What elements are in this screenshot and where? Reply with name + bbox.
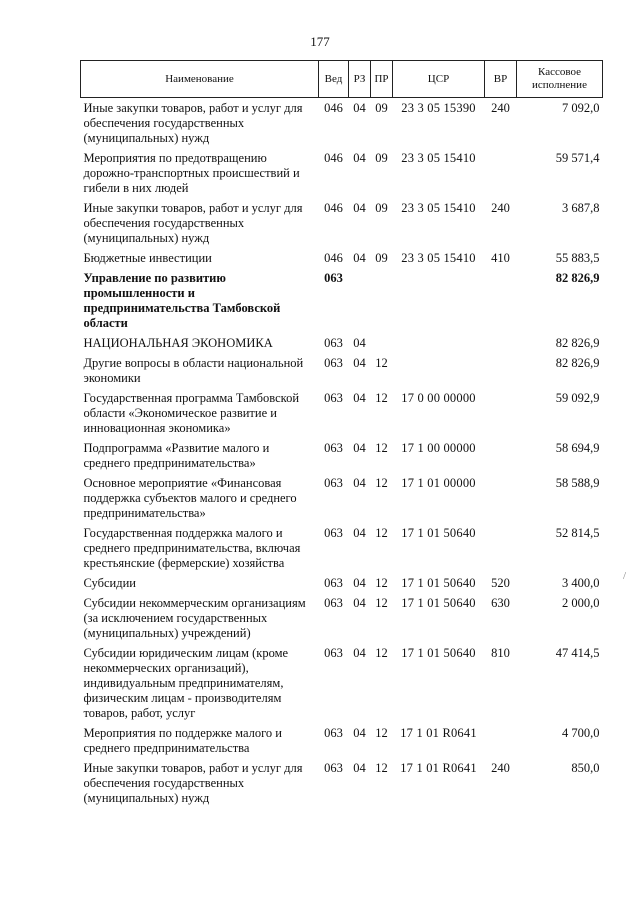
cell-vr (485, 271, 517, 336)
cell-pr: 12 (375, 726, 388, 740)
cell-rz: 04 (353, 101, 366, 115)
cell-csr: 17 1 01 R0641 (400, 761, 477, 775)
cell-pr: 12 (375, 596, 388, 610)
cell-ved: 046 (324, 101, 343, 115)
cell-amount: 7 092,0 (562, 101, 600, 115)
cell-vr: 410 (491, 251, 510, 265)
cell-ved: 063 (324, 726, 343, 740)
cell-amount: 52 814,5 (555, 526, 600, 540)
cell-ved: 063 (324, 476, 343, 490)
table-row (81, 391, 603, 441)
cell-rz: 04 (353, 576, 366, 590)
cell-rz: 04 (353, 441, 366, 455)
cell-amount: 82 826,9 (555, 336, 600, 350)
cell-name: Другие вопросы в области национальной экономики (83, 356, 304, 385)
cell-vr (485, 526, 517, 576)
cell-csr: 17 1 01 50640 (401, 576, 476, 590)
cell-vr (485, 391, 517, 441)
cell-ved: 063 (324, 526, 343, 540)
cell-ved: 063 (324, 271, 343, 285)
cell-ved: 063 (324, 391, 343, 405)
cell-amount: 4 700,0 (562, 726, 600, 740)
cell-amount: 58 694,9 (555, 441, 600, 455)
cell-ved: 063 (324, 356, 343, 370)
table-row (81, 271, 603, 336)
cell-ved: 063 (324, 646, 343, 660)
table-row (81, 576, 603, 596)
cell-pr: 12 (375, 576, 388, 590)
cell-name: Субсидии некоммерческим организациям (за исключением государственных (муниципальных) учреждений) (83, 596, 306, 640)
cell-csr: 17 1 00 00000 (401, 441, 476, 455)
cell-amount: 82 826,9 (555, 271, 600, 285)
table-row (81, 151, 603, 201)
cell-rz: 04 (353, 646, 366, 660)
cell-rz: 04 (353, 201, 366, 215)
cell-rz: 04 (353, 151, 366, 165)
cell-name: НАЦИОНАЛЬНАЯ ЭКОНОМИКА (83, 336, 273, 350)
cell-rz: 04 (353, 726, 366, 740)
cell-pr: 09 (375, 101, 388, 115)
table-header-row (81, 61, 603, 98)
table-body (81, 98, 603, 812)
cell-csr (393, 336, 485, 356)
cell-csr: 23 3 05 15410 (401, 201, 476, 215)
cell-vr: 240 (491, 101, 510, 115)
cell-rz: 04 (353, 391, 366, 405)
cell-name: Субсидии (83, 576, 136, 590)
table-row (81, 356, 603, 391)
cell-pr: 12 (375, 761, 388, 775)
cell-rz: 04 (353, 251, 366, 265)
cell-vr (485, 151, 517, 201)
header-csr: ЦСР (393, 61, 485, 98)
cell-name: Иные закупки товаров, работ и услуг для обеспечения государственных (муниципальных) нужд (83, 761, 303, 805)
table-row (81, 596, 603, 646)
cell-name: Мероприятия по поддержке малого и среднего предпринимательства (83, 726, 282, 755)
cell-pr: 12 (375, 646, 388, 660)
cell-vr: 520 (491, 576, 510, 590)
cell-ved: 063 (324, 441, 343, 455)
budget-table (80, 60, 603, 811)
cell-rz (349, 271, 371, 336)
cell-name: Субсидии юридическим лицам (кроме некоммерческих организаций), индивидуальным предпринимателям, физическим лицам - производителям товаров, работ, услуг (83, 646, 289, 720)
cell-vr (485, 336, 517, 356)
cell-pr: 12 (375, 441, 388, 455)
cell-csr: 23 3 05 15390 (401, 101, 476, 115)
table-row (81, 98, 603, 152)
cell-vr: 630 (491, 596, 510, 610)
cell-vr (485, 726, 517, 761)
cell-ved: 063 (324, 576, 343, 590)
page-number: 177 (310, 34, 330, 49)
cell-pr: 09 (375, 251, 388, 265)
cell-pr: 12 (375, 476, 388, 490)
header-ved: Вед (319, 61, 349, 98)
header-amount: Кассовое исполнение (517, 61, 603, 98)
cell-name: Управление по развитию промышленности и предпринимательства Тамбовской области (83, 271, 281, 330)
table-row (81, 646, 603, 726)
cell-pr: 12 (375, 356, 388, 370)
cell-rz: 04 (353, 476, 366, 490)
cell-vr (485, 476, 517, 526)
cell-amount: 3 687,8 (562, 201, 600, 215)
cell-rz: 04 (353, 526, 366, 540)
cell-ved: 063 (324, 336, 343, 350)
header-name: Наименование (81, 61, 319, 98)
cell-name: Иные закупки товаров, работ и услуг для обеспечения государственных (муниципальных) нужд (83, 201, 303, 245)
table-row (81, 761, 603, 811)
cell-amount: 3 400,0 (562, 576, 600, 590)
cell-vr: 240 (491, 201, 510, 215)
cell-vr: 810 (491, 646, 510, 660)
table-row (81, 476, 603, 526)
cell-rz: 04 (353, 356, 366, 370)
table-row (81, 526, 603, 576)
margin-mark: / (622, 570, 626, 582)
cell-amount: 59 571,4 (555, 151, 600, 165)
table-row (81, 726, 603, 761)
cell-rz: 04 (353, 596, 366, 610)
cell-ved: 063 (324, 596, 343, 610)
cell-csr (393, 356, 485, 391)
cell-pr (371, 271, 393, 336)
cell-pr (371, 336, 393, 356)
cell-name: Основное мероприятие «Финансовая поддержка субъектов малого и среднего предпринимательства» (83, 476, 297, 520)
header-rz: РЗ (349, 61, 371, 98)
cell-csr: 17 1 01 50640 (401, 526, 476, 540)
cell-ved: 046 (324, 201, 343, 215)
table-row (81, 336, 603, 356)
cell-name: Подпрограмма «Развитие малого и среднего предпринимательства» (83, 441, 270, 470)
table-row (81, 441, 603, 476)
cell-amount: 850,0 (571, 761, 600, 775)
cell-name: Бюджетные инвестиции (83, 251, 212, 265)
cell-amount: 82 826,9 (555, 356, 600, 370)
cell-csr: 23 3 05 15410 (401, 151, 476, 165)
header-pr: ПР (371, 61, 393, 98)
cell-name: Государственная поддержка малого и среднего предпринимательства, включая крестьянские (фермерские) хозяйства (83, 526, 301, 570)
cell-vr (485, 356, 517, 391)
cell-ved: 046 (324, 151, 343, 165)
cell-pr: 12 (375, 526, 388, 540)
cell-csr: 17 1 01 50640 (401, 596, 476, 610)
cell-csr: 23 3 05 15410 (401, 251, 476, 265)
cell-csr: 17 1 01 R0641 (400, 726, 477, 740)
cell-rz: 04 (353, 336, 366, 350)
cell-pr: 12 (375, 391, 388, 405)
cell-pr: 09 (375, 201, 388, 215)
cell-csr: 17 1 01 50640 (401, 646, 476, 660)
cell-amount: 58 588,9 (555, 476, 600, 490)
cell-vr (485, 441, 517, 476)
cell-amount: 47 414,5 (555, 646, 600, 660)
cell-csr: 17 1 01 00000 (401, 476, 476, 490)
cell-name: Иные закупки товаров, работ и услуг для обеспечения государственных (муниципальных) нужд (83, 101, 303, 145)
cell-ved: 046 (324, 251, 343, 265)
cell-ved: 063 (324, 761, 343, 775)
table-row (81, 251, 603, 271)
table-row (81, 201, 603, 251)
cell-rz: 04 (353, 761, 366, 775)
cell-csr (393, 271, 485, 336)
header-vr: ВР (485, 61, 517, 98)
cell-name: Государственная программа Тамбовской области «Экономическое развитие и инновационная экономика» (83, 391, 300, 435)
cell-amount: 2 000,0 (562, 596, 600, 610)
cell-name: Мероприятия по предотвращению дорожно-транспортных происшествий и гибели в них людей (83, 151, 300, 195)
cell-csr: 17 0 00 00000 (401, 391, 476, 405)
cell-amount: 55 883,5 (555, 251, 600, 265)
cell-amount: 59 092,9 (555, 391, 600, 405)
cell-vr: 240 (491, 761, 510, 775)
cell-pr: 09 (375, 151, 388, 165)
